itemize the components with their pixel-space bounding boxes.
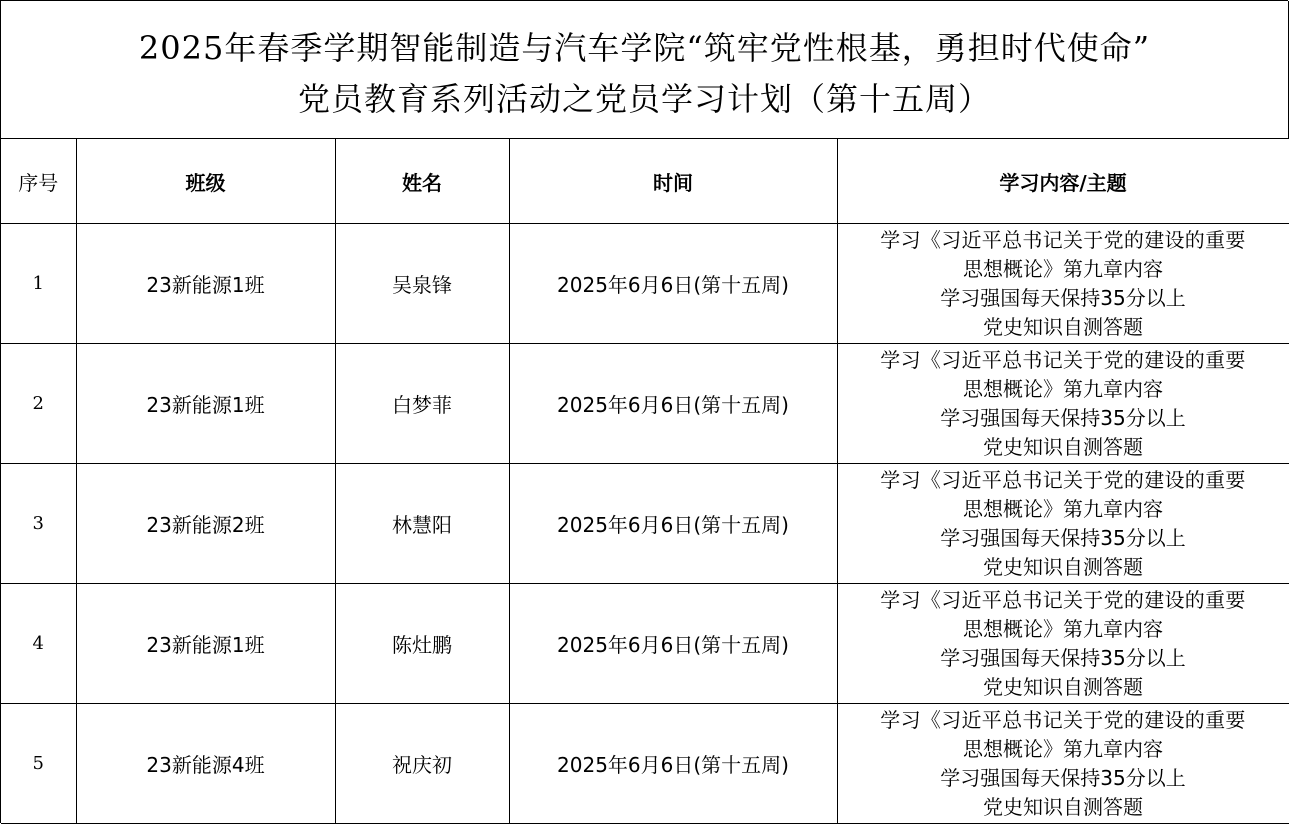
cell-class: 23新能源4班 <box>76 704 335 824</box>
cell-content <box>837 344 1289 464</box>
cell-time: 2025年6月6日(第十五周) <box>509 344 837 464</box>
content-line: 思想概论》第九章内容 <box>963 736 1163 761</box>
table-row <box>1 464 1289 584</box>
content-line: 学习强国每天保持35分以上 <box>940 765 1186 790</box>
content-line: 党史知识自测答题 <box>983 674 1143 699</box>
content-line: 学习《习近平总书记关于党的建设的重要 <box>880 707 1246 732</box>
content-line: 思想概论》第九章内容 <box>963 376 1163 401</box>
content-line: 学习强国每天保持35分以上 <box>940 645 1186 670</box>
content-line: 学习《习近平总书记关于党的建设的重要 <box>880 347 1246 372</box>
page-title-line-1: 2025年春季学期智能制造与汽车学院“筑牢党性根基，勇担时代使命” <box>138 29 1151 67</box>
cell-name: 陈灶鹏 <box>335 584 509 704</box>
content-line: 学习强国每天保持35分以上 <box>940 405 1186 430</box>
content-line: 学习强国每天保持35分以上 <box>940 285 1186 310</box>
cell-name: 林慧阳 <box>335 464 509 584</box>
cell-time: 2025年6月6日(第十五周) <box>509 584 837 704</box>
content-line: 党史知识自测答题 <box>983 434 1143 459</box>
content-line: 党史知识自测答题 <box>983 314 1143 339</box>
cell-name: 白梦菲 <box>335 344 509 464</box>
cell-no: 2 <box>1 344 76 464</box>
cell-name: 吴泉锋 <box>335 224 509 344</box>
header-class: 班级 <box>76 139 335 224</box>
table-row <box>1 344 1289 464</box>
page-title-line-2: 党员教育系列活动之党员学习计划（第十五周） <box>297 80 991 118</box>
cell-time: 2025年6月6日(第十五周) <box>509 224 837 344</box>
cell-content <box>837 224 1289 344</box>
table-row <box>1 704 1289 824</box>
content-line: 学习强国每天保持35分以上 <box>940 525 1186 550</box>
cell-class: 23新能源1班 <box>76 584 335 704</box>
content-line: 党史知识自测答题 <box>983 554 1143 579</box>
header-content: 学习内容/主题 <box>837 139 1289 224</box>
content-line: 思想概论》第九章内容 <box>963 256 1163 281</box>
content-line: 学习《习近平总书记关于党的建设的重要 <box>880 467 1246 492</box>
cell-class: 23新能源1班 <box>76 224 335 344</box>
cell-content <box>837 704 1289 824</box>
content-line: 党史知识自测答题 <box>983 794 1143 819</box>
cell-no: 1 <box>1 224 76 344</box>
title-block <box>1 1 1289 139</box>
cell-time: 2025年6月6日(第十五周) <box>509 704 837 824</box>
content-line: 学习《习近平总书记关于党的建设的重要 <box>880 227 1246 252</box>
study-plan-table <box>1 139 1289 824</box>
cell-no: 4 <box>1 584 76 704</box>
content-line: 思想概论》第九章内容 <box>963 496 1163 521</box>
table-row <box>1 224 1289 344</box>
header-no: 序号 <box>1 139 76 224</box>
content-line: 学习《习近平总书记关于党的建设的重要 <box>880 587 1246 612</box>
cell-class: 23新能源1班 <box>76 344 335 464</box>
cell-class: 23新能源2班 <box>76 464 335 584</box>
cell-time: 2025年6月6日(第十五周) <box>509 464 837 584</box>
cell-no: 5 <box>1 704 76 824</box>
table-row <box>1 584 1289 704</box>
table-header-row <box>1 139 1289 224</box>
header-name: 姓名 <box>335 139 509 224</box>
cell-name: 祝庆初 <box>335 704 509 824</box>
cell-content <box>837 584 1289 704</box>
table-body <box>1 224 1289 824</box>
cell-no: 3 <box>1 464 76 584</box>
content-line: 思想概论》第九章内容 <box>963 616 1163 641</box>
header-time: 时间 <box>509 139 837 224</box>
cell-content <box>837 464 1289 584</box>
